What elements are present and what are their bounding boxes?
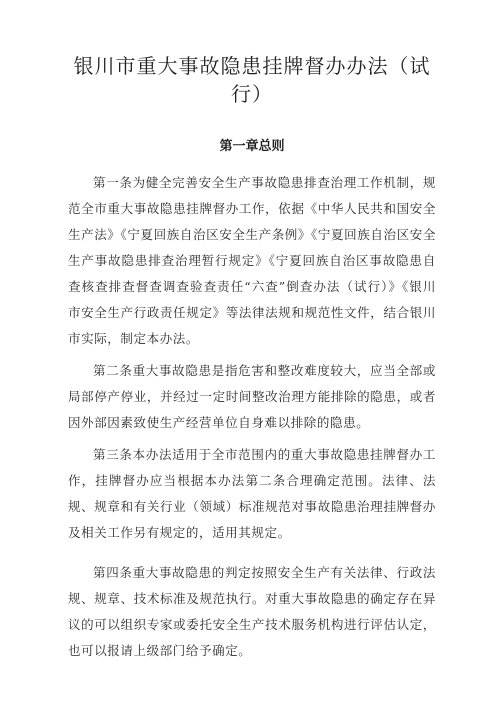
article-4-paragraph: 第四条重大事故隐患的判定按照安全生产有关法律、行政法规、规章、技术标准及规范执行。对重大事故隐患的确定存在异议的可以组织专家或委托安全生产技术服务机构进行评估认定，也可以报请上级部门给予确定。 — [68, 565, 436, 658]
chapter-heading: 第一章总则 — [219, 139, 285, 154]
article-3-paragraph: 第三条本办法适用于全市范围内的重大事故隐患挂牌督办工作，挂牌督办应当根据本办法第二条合理确定范围。法律、法规、规章和有关行业（领域）标准规范对事故隐患治理挂牌督办及相关工作另有规定的，适用其规定。 — [68, 447, 436, 540]
article-1-paragraph: 第一条为健全完善安全生产事故隐患排查治理工作机制，规范全市重大事故隐患挂牌督办工作，依据《中华人民共和国安全生产法》《宁夏回族自治区安全生产条例》《宁夏回族自治区安全生产事故隐患排查治理暂行规定》《宁夏回族自治区事故隐患自查核查排查督查调查验查责任“六查”倒查办法（试行）》《银川市安全生产行政责任规定》等法律法规和规范性文件，结合银川市实际，制定本办法。 — [68, 175, 436, 346]
article-2-paragraph: 第二条重大事故隐患是指危害和整改难度较大，应当全部或局部停产停业，并经过一定时间整改治理方能排除的隐患，或者因外部因素致使生产经营单位自身难以排除的隐患。 — [68, 363, 436, 430]
document-title: 银川市重大事故隐患挂牌督办办法（试行） — [73, 54, 431, 106]
